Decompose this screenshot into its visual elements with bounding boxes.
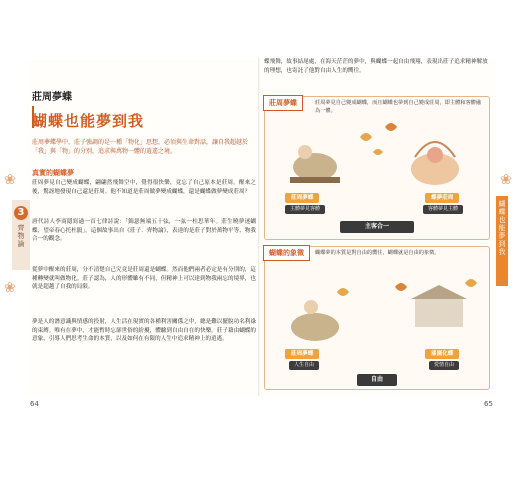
page-kicker: 莊周夢蝶	[32, 92, 72, 103]
right-page	[260, 58, 496, 396]
left-flower-ornament: ❀	[4, 172, 16, 188]
box-tab: 莊周夢蝶	[263, 95, 303, 111]
body-paragraph-1: 莊周夢見自己變成蝴蝶，翩翩然飛舞空中，覺得很快樂，竟忘了自己原本是莊周。醒來之後，驚訝地發現自己還是莊周。他不知道是莊周做夢變成蝴蝶，還是蝴蝶做夢變成莊周？	[32, 180, 256, 195]
sub-object-dreams-subject: 客體夢見主體	[423, 205, 463, 214]
right-flower-ornament: ❀	[500, 172, 512, 188]
diagram-box-butterfly-dream	[264, 96, 490, 240]
page-title: 蝴蝶也能夢到我	[32, 112, 145, 130]
body-paragraph-3: 從夢中醒來的莊周，分不清楚自己究竟是莊周還是蝴蝶。然而他們兩者必定是有分別的，這種轉變就叫做物化。莊子認為，人的形體雖有不同，但精神上可以達到物我兩忘的境界，也就是超越了自我的局限。	[32, 267, 256, 291]
merge-bar: 主客合一	[340, 221, 414, 233]
box-caption: 莊周夢見自己變成蝴蝶，而且蝴蝶也夢到自己變成莊周，即主體和客體融為一體。	[315, 100, 482, 114]
left-flower-ornament-2: ❀	[4, 280, 16, 296]
box-tab: 蝴蝶的象徵	[263, 245, 310, 261]
intro-quote: 莊周夢蝶學中，莊子強調的是一種「物化」思想，必須與生命對話，讓自我超越於「我」與「物」的分別，追求與萬物一體的逍遙之境。	[32, 139, 249, 155]
label-zhuang-dream: 莊周夢蝶	[285, 193, 319, 203]
box-caption: 蝴蝶夢的本質是對自由的嚮往，蝴蝶就是自由的象徵。	[315, 250, 440, 256]
label-garden-butterfly: 漆園化蝶	[425, 349, 459, 359]
body-paragraph-2: 唐代詩人李商隱寫過一首七律詩說：「錦瑟無端五十弦，一弦一柱思華年。莊生曉夢迷蝴蝶，望帝春心托杜鵑」。這個故事出自《莊子．齊物論》，表達的是莊子對於萬物平等、物我合一的觀念。	[32, 219, 256, 243]
dream-illustration	[265, 97, 489, 239]
left-page	[26, 58, 262, 396]
page-number-right: 65	[484, 400, 493, 408]
right-side-tab: 蝴蝶也能夢到我	[496, 196, 508, 286]
section-heading: 真實的蝴蝶夢	[32, 169, 74, 177]
sub-life-freedom: 人生自由	[289, 361, 319, 370]
chapter-number: 3	[14, 206, 28, 220]
body-paragraph-4: 夢是人的潛意識與情感的投射，人生活在現實的各種利害關係之中，總是難以擺脫功名利祿的束縛。唯有在夢中，才能暫時忘卻世俗的紛擾，體驗到自由自在的快樂。莊子藉由蝴蝶的意象，引導人們思考生命的本質，以及如何在有限的人生中追求精神上的逍遙。	[32, 319, 256, 343]
sub-love-freedom: 愛情自由	[429, 361, 459, 370]
merge-bar: 自由	[357, 374, 397, 386]
sub-subject-dreams-object: 主體夢見客體	[285, 205, 325, 214]
right-intro-text: 蝶飛舞，故事結尾處，在海天茫茫的夢中，與蝴蝶一起自由飛翔，表現出莊子追求精神解放的理想，也寄託了他對自由人生的嚮往。	[264, 59, 488, 74]
label-zhuang-dream: 莊周夢蝶	[285, 349, 319, 359]
chapter-side-tab	[12, 200, 30, 270]
diagram-box-butterfly-symbol	[264, 246, 490, 390]
chapter-label: 齊物論	[17, 224, 25, 248]
page-number-left: 64	[30, 400, 39, 408]
label-butterfly-dream: 蝶夢莊周	[425, 193, 459, 203]
